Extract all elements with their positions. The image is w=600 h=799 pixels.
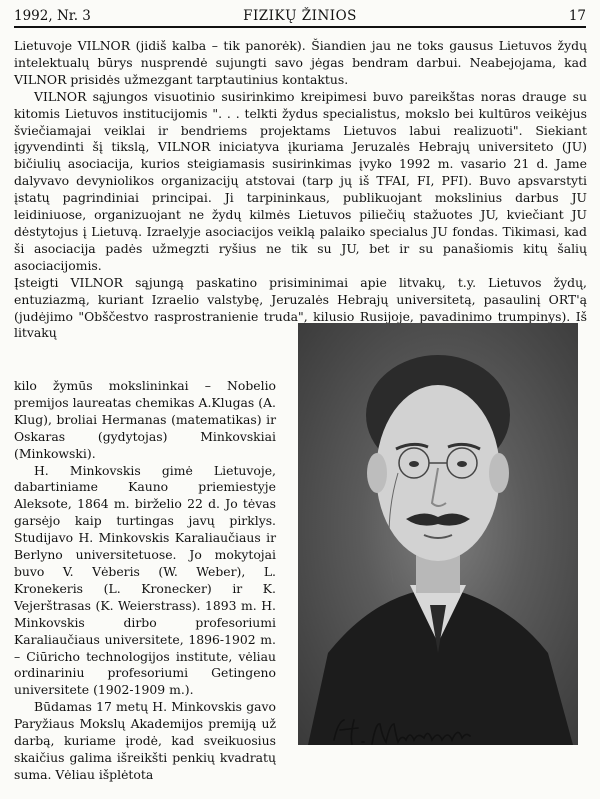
signature (328, 712, 478, 752)
page-header (14, 6, 586, 28)
article-top-block (14, 38, 587, 342)
paragraph: VILNOR sąjungos visuotinio susirinkimo kreipimesi buvo pareikštas noras drauge su kitomis Lietuvos institucijomis ". . . telkti žydus specialistus, mokslo bei kultūros veikėjus šviečiamajai veiklai ir bendriems projektams Lietuvos labui realizuoti". Siekiant įgyvendinti šį tikslą, VILNOR iniciatyva įkuriama Jeruzalės Hebrajų universiteto (JU) bičiulių asociacija, kurios steigiamasis susirinkimas įvyko 1992 m. vasario 21 d. Jame dalyvavo devyniolikos organizacijų atstovai (tarp jų iš TFAI, FI, PFI). Buvo apsvarstyti įstatų pagrindiniai principai. Ji tarpininkaus, publikuojant mokslinius darbus JU leidiniuose, organizuojant ne žydų kilmės Lietuvos piliečių stažuotes JU, kviečiant JU dėstytojus į Lietuvą. Izraelyje asociacijos veiklą palaiko specialus JU fondas. Tikimasi, kad ši asociacija padės užmegzti ryšius ne tik su JU, bet ir su panašiomis kitų šalių asociacijomis. (14, 88, 587, 273)
paragraph: H. Minkovskis gimė Lietuvoje, dabartiniame Kauno priemiestyje Aleksote, 1864 m. birželio 22 d. Jo tėvas garsėjo kaip turtingas javų pirklys. Studijavo H. Minkovskis Karaliaučiaus ir Berlyno universitetuose. Jo mokytojai buvo V. Vėberis (W. Weber), L. Kronekeris (L. Kronecker) ir K. Vejerštrasas (K. Weierstrass). 1893 m. H. Minkovskis dirbo profesoriumi Karaliaučiaus universitete, 1896-1902 m. – Ciūricho technologijos institute, vėliau ordinariniu profesoriumi Getingeno universitete (1902-1909 m.). (14, 462, 276, 698)
page-number: 17 (568, 8, 586, 24)
paragraph: Lietuvoje VILNOR (jidiš kalba – tik panorėk). Šiandien jau ne toks gausus Lietuvos žydų intelektualų būrys nusprendė sujungti savo jėgas bendram darbui. Neabejojama, kad VILNOR prisidės užmezgant tarptautinius kontaktus. (14, 38, 587, 87)
article-left-column (14, 378, 276, 784)
paragraph: Būdamas 17 metų H. Minkovskis gavo Paryžiaus Mokslų Akademijos premiją už darbą, kuriame įrodė, kad sveikuosius skaičius galima išreikšti penkių kvadratų suma. Vėliau išplėtota (14, 699, 276, 782)
paragraph: kilo žymūs mokslininkai – Nobelio premijos laureatas chemikas A.Klugas (A. Klug), broliai Hermanas (matematikas) ir Oskaras (gydytojas) Minkovskiai (Minkowski). (14, 378, 276, 461)
issue-label: 1992, Nr. 3 (14, 8, 91, 24)
portrait-photo (298, 323, 578, 745)
paragraph: Įsteigti VILNOR sąjungą paskatino prisiminimai apie litvakų, t.y. Lietuvos žydų, entuziazmą, kuriant Izraelio valstybę, Jeruzalės Hebrajų universitetą, pasaulinį ORT'ą (judėjimo "Obščestvo rasprostranienie truda", kilusio Rusijoje, pavadinimo trumpinys). Iš litvakų (14, 274, 587, 341)
journal-title: FIZIKŲ ŽINIOS (243, 8, 357, 24)
portrait-illustration (298, 323, 578, 745)
handwritten-signature (328, 712, 478, 752)
